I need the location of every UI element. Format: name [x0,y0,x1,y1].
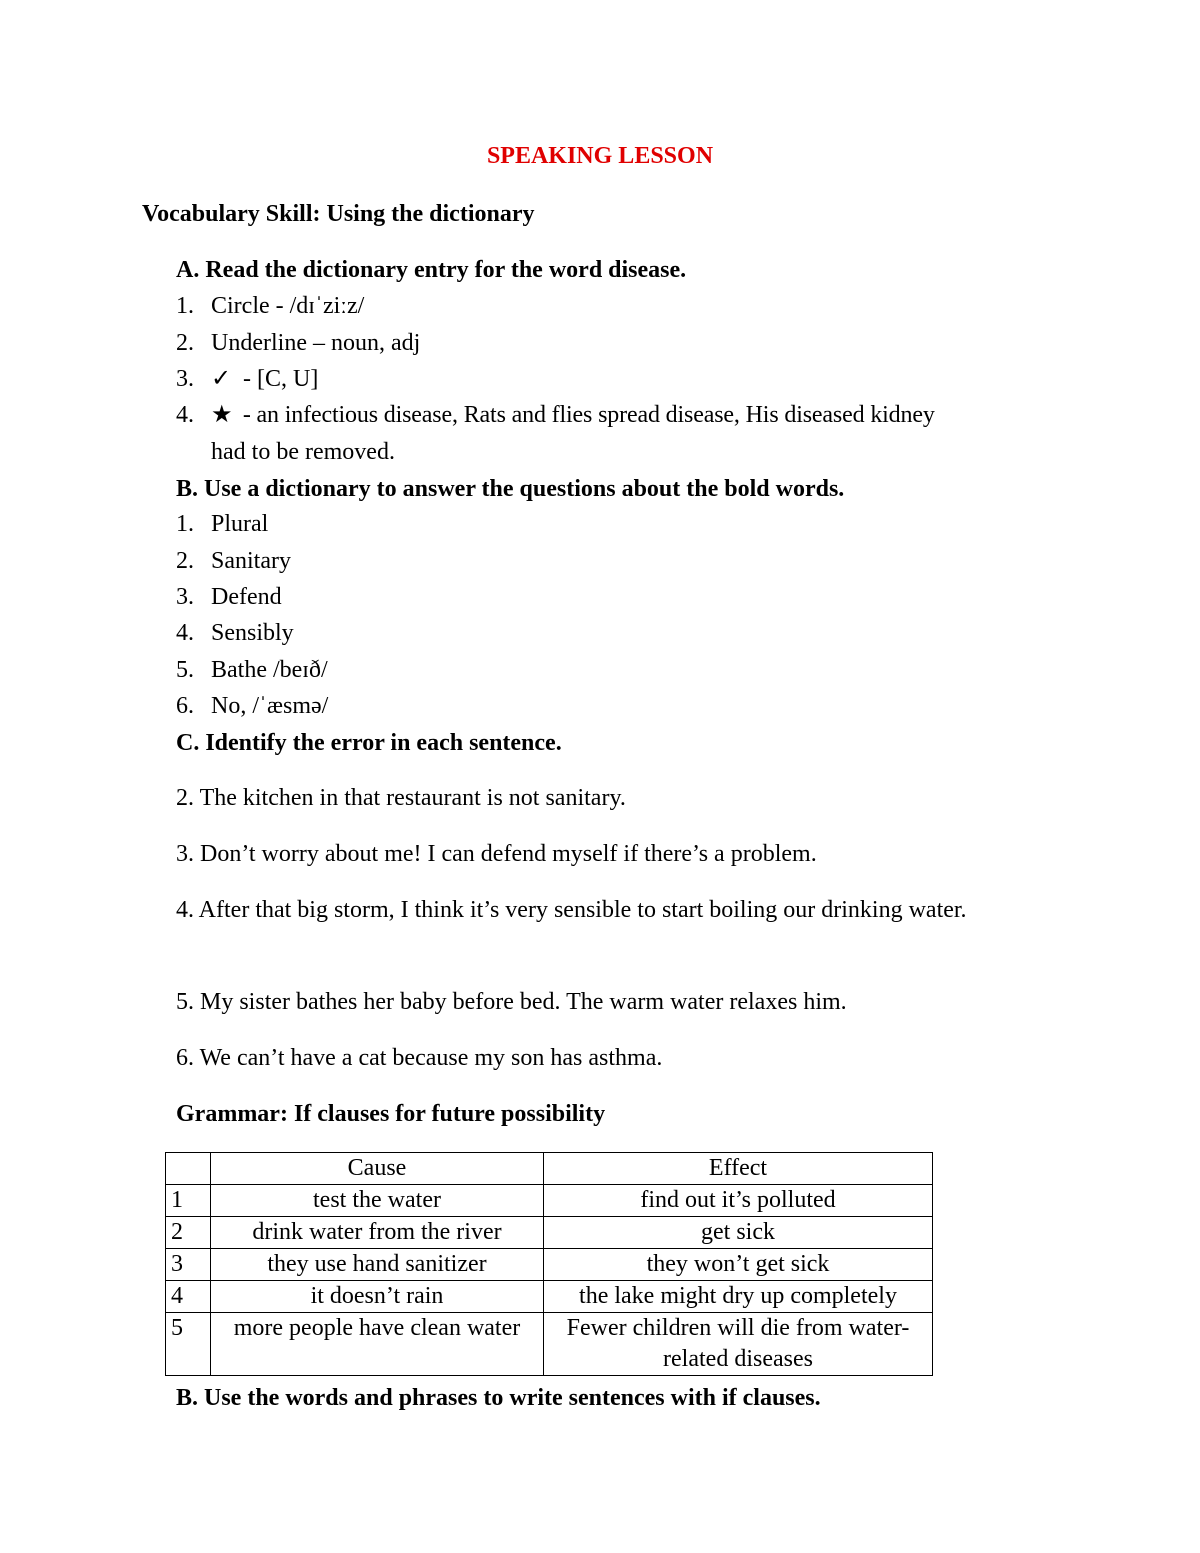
table-row [166,1313,933,1376]
list-number: 3. [176,584,194,610]
list-item: Circle - /dɪˈziːz/ [211,293,365,319]
star-icon: ★ [211,402,233,428]
table-cell: 5 [166,1313,211,1376]
table-cell: it doesn’t rain [211,1281,544,1313]
list-item-text: - [C, U] [237,366,319,392]
final-heading: B. Use the words and phrases to write sentences with if clauses. [176,1385,821,1411]
list-item: Underline – noun, adj [211,330,421,356]
table-cell: 3 [166,1249,211,1281]
table-row [166,1217,933,1249]
list-item [211,364,318,394]
cause-effect-table [165,1152,933,1376]
grammar-heading: Grammar: If clauses for future possibility [176,1101,606,1127]
table-row [166,1281,933,1313]
sentence: 5. My sister bathes her baby before bed. The warm water relaxes him. [176,989,847,1015]
list-item: Bathe /beɪð/ [211,657,328,683]
list-item: Defend [211,584,282,610]
table-header-cell: Cause [211,1153,544,1185]
table-row [166,1185,933,1217]
section-b-heading: B. Use a dictionary to answer the questions about the bold words. [176,476,845,502]
sentence: 3. Don’t worry about me! I can defend myself if there’s a problem. [176,841,817,867]
list-number: 3. [176,366,194,392]
table-cell: 4 [166,1281,211,1313]
section-c-heading: C. Identify the error in each sentence. [176,730,562,756]
list-item: No, /ˈæsmə/ [211,693,329,719]
list-item: Sensibly [211,620,294,646]
list-item: Plural [211,511,269,537]
table-cell: 2 [166,1217,211,1249]
table-cell: the lake might dry up completely [544,1281,933,1313]
table-row [166,1249,933,1281]
table-cell: drink water from the river [211,1217,544,1249]
checkmark-icon: ✓ [211,366,232,392]
table-header-cell [166,1153,211,1185]
list-number: 4. [176,620,194,646]
sentence: 2. The kitchen in that restaurant is not sanitary. [176,785,626,811]
table-header-cell: Effect [544,1153,933,1185]
section-a-heading: A. Read the dictionary entry for the word disease. [176,257,687,283]
page-title: SPEAKING LESSON [486,143,714,169]
list-number: 1. [176,511,194,537]
table-header-row [166,1153,933,1185]
sentence: 6. We can’t have a cat because my son has asthma. [176,1045,663,1071]
list-number: 1. [176,293,194,319]
list-number: 4. [176,402,194,428]
list-number: 5. [176,657,194,683]
list-item: Sanitary [211,548,291,574]
table-cell: more people have clean water [211,1313,544,1376]
table-cell: find out it’s polluted [544,1185,933,1217]
list-number: 2. [176,548,194,574]
table-cell: 1 [166,1185,211,1217]
list-item [211,400,935,430]
table-cell: Fewer children will die from water-related diseases [544,1313,933,1376]
list-number: 6. [176,693,194,719]
list-number: 2. [176,330,194,356]
list-item-text: - an infectious disease, Rats and flies spread disease, His diseased kidney [237,402,935,428]
vocab-heading: Vocabulary Skill: Using the dictionary [142,201,535,227]
sentence: 4. After that big storm, I think it’s very sensible to start boiling our drinking water. [176,897,967,923]
table-cell: they won’t get sick [544,1249,933,1281]
list-item-continuation: had to be removed. [211,439,395,465]
table-cell: they use hand sanitizer [211,1249,544,1281]
table-cell: test the water [211,1185,544,1217]
table-cell: get sick [544,1217,933,1249]
